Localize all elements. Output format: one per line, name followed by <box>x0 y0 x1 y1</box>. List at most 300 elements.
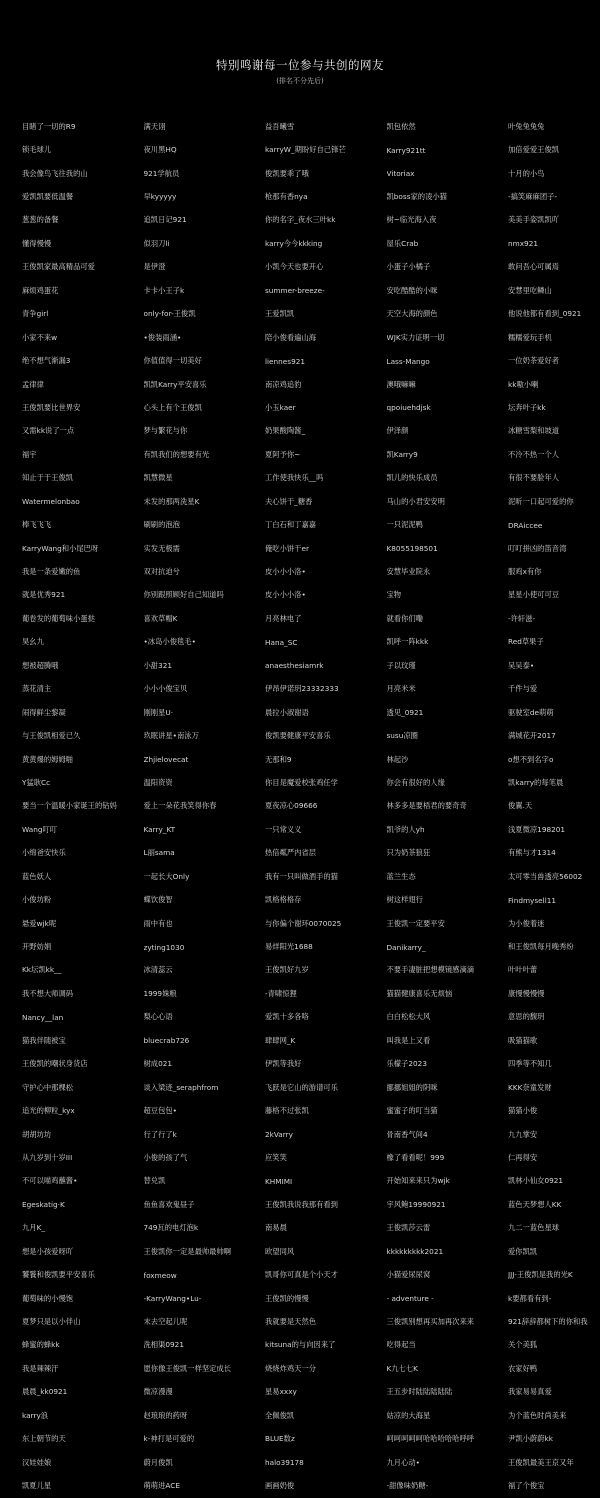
contributor-name: Red草果子 <box>508 637 544 647</box>
contributor-name: nmx921 <box>508 239 538 249</box>
contributor-name: halo39178 <box>265 1458 304 1468</box>
contributor-name: 安吃酷酷的小咪 <box>386 285 438 295</box>
contributor-name: -许轩滋- <box>508 613 536 623</box>
contributor-name: 懂得慢慢 <box>22 238 52 248</box>
contributor-name: 棒飞飞飞 <box>22 520 52 530</box>
contributor-row <box>22 607 600 630</box>
contributor-row <box>22 1217 600 1240</box>
contributor-row <box>22 771 600 794</box>
contributor-row <box>22 1146 600 1169</box>
contributor-row <box>22 795 600 818</box>
contributor-name: Lass-Mango <box>386 356 430 366</box>
contributor-name: Y猛耿Cc <box>22 777 51 787</box>
contributor-name: 骨南香气间4 <box>386 1129 428 1139</box>
contributor-name: anaesthesiamrk <box>265 661 324 671</box>
contributor-name: 小凯今天也要开心 <box>265 262 324 272</box>
page-subtitle: (排名不分先后) <box>276 77 324 85</box>
contributor-name: 南凉鸡追豹 <box>265 379 302 389</box>
contributor-name: -青啸惊狸 <box>265 988 297 998</box>
contributor-name: 似羽刀li <box>143 238 170 248</box>
contributor-row <box>22 1029 600 1052</box>
contributor-name: 要当一个温暖小家诞王的钻妈 <box>22 801 117 811</box>
contributor-name: L丽sama <box>143 848 175 858</box>
contributor-name: 王俊凯的嘲状身货店 <box>22 1059 88 1069</box>
contributor-name: 不冷不热一个人 <box>508 449 560 459</box>
contributor-row <box>22 373 600 396</box>
contributor-name: Karry921tt <box>386 145 426 155</box>
contributor-name: 凯慧微星 <box>143 473 173 483</box>
contributor-name: 坛奔叶子kk <box>508 402 546 412</box>
contributor-name: 王俊凯好九岁 <box>265 965 309 975</box>
contributor-name: 凯凯Karry平安喜乐 <box>143 379 207 389</box>
contributor-name: 胡胡坊坊 <box>22 1129 52 1139</box>
contributor-name: kitsuna的与向因来了 <box>265 1340 336 1350</box>
contributor-name: 乐檬子2023 <box>386 1059 427 1069</box>
contributor-name: 美美手姿凯凯吖 <box>508 215 560 225</box>
contributor-name: 树~临光海入夜 <box>386 215 437 225</box>
contributor-name: 是伊澄 <box>143 262 166 272</box>
contributor-name: 一只常义义 <box>265 824 302 834</box>
contributor-name: Findmysell11 <box>508 895 557 905</box>
contributor-name: 叮叮拼凶的笛音湾 <box>508 543 567 553</box>
contributor-name: 行了行了k <box>143 1129 177 1139</box>
contributor-name: 玖眠讲星•南泳万 <box>143 731 199 741</box>
contributor-name: 一起长大Only <box>143 871 190 881</box>
contributor-row <box>22 115 600 138</box>
contributor-name: 晨拉小淑谢语 <box>265 707 309 717</box>
contributor-row <box>22 1263 600 1286</box>
contributor-name: -搞笑麻麻团子- <box>508 192 558 202</box>
contributor-name: 伊泽颜 <box>386 426 409 436</box>
contributor-name: 服鸡x有你 <box>508 567 542 577</box>
contributor-name: 藤格不过张凯 <box>265 1106 309 1116</box>
contributor-name: -KarryWang•Lu- <box>143 1294 202 1304</box>
contributor-name: 有凯我们的想要有光 <box>143 449 210 459</box>
contributor-name: 蝶饮俊智 <box>143 895 173 905</box>
contributor-name: KHMIMI <box>265 1176 293 1186</box>
contributor-name: 凯包依然 <box>386 121 416 131</box>
contributor-row <box>22 560 600 583</box>
contributor-name: 我就要是天然色 <box>265 1317 317 1327</box>
contributor-row <box>22 256 600 279</box>
contributor-name: 刷刷的泡泡 <box>143 520 180 530</box>
contributor-name: 小蛋子小橘子 <box>386 262 431 272</box>
contributor-name: 益吾曦雪 <box>265 121 295 131</box>
contributor-name: 愿你像王俊凯一样坚定成长 <box>143 1363 232 1373</box>
contributor-name: 皮小小小洛• <box>265 590 306 600</box>
contributor-name: summer-breeze- <box>265 286 325 296</box>
contributor-row <box>22 185 600 208</box>
contributor-name: 目睹了一切的R9 <box>22 121 76 131</box>
contributor-name: 梨心心语 <box>143 1012 173 1022</box>
contributor-name: 福宇 <box>22 449 37 459</box>
contributor-name: 微凉漫漫 <box>143 1387 173 1397</box>
contributor-name: 爱上一朵花我笑得你春 <box>143 801 217 811</box>
contributor-name: 早kyyyyy <box>143 192 177 202</box>
contributor-row <box>22 701 600 724</box>
contributor-row <box>22 1193 600 1216</box>
contributor-name: 凯爷的人yh <box>386 824 425 834</box>
contributor-name: 全佩俊凯 <box>265 1410 295 1420</box>
page-title: 特别鸣谢每一位参与共创的网友 <box>216 58 384 72</box>
contributor-name: 澳哦嘛嘛 <box>386 379 416 389</box>
contributor-name: 不要手凄脏把想模镜感滴滴 <box>386 965 475 975</box>
contributor-name: 意思的馥玥 <box>508 1012 545 1022</box>
contributor-name: BLUE数z <box>265 1434 295 1444</box>
contributor-name: k要都看有到- <box>508 1293 552 1303</box>
contributor-name: 晨晨_kk0921 <box>22 1387 68 1397</box>
contributor-name: 皮小小小洛• <box>265 567 306 577</box>
contributor-name: 他说他都有看到_0921 <box>508 309 582 319</box>
contributor-name: 呵呵呵呵呵哈哈哈哈哈呼呼 <box>386 1434 475 1444</box>
contributor-name: 俊凯要乖了哦 <box>265 168 309 178</box>
contributor-name: 橡了看看呢！999 <box>386 1152 445 1162</box>
contributor-name: 满天诩 <box>143 121 166 131</box>
contributor-name: 枪那有香nya <box>265 192 308 202</box>
contributor-name: 爱凯十多各咯 <box>265 1012 309 1022</box>
contributor-name: 爱你凯凯 <box>508 1246 538 1256</box>
contributor-name: 开野妨娟 <box>22 942 52 952</box>
contributor-name: 驱驶室de萌萌 <box>508 707 554 717</box>
contributor-name: •冰岛小俊毯毛• <box>143 637 196 647</box>
contributor-name: 有熊与才1314 <box>508 848 556 858</box>
contributor-name: 小俊坊粉 <box>22 895 52 905</box>
contributor-name: KKK奈童发财 <box>508 1082 552 1092</box>
contributor-name: 宇风鲍19990921 <box>386 1199 446 1209</box>
contributor-name: 糯糯爱玩手机 <box>508 332 552 342</box>
contributor-name: 夏梦只是以小伴山 <box>22 1317 81 1327</box>
contributor-name: karryW_期盼好自己锋芒 <box>265 145 346 155</box>
contributor-name: 又需kk说了一点 <box>22 426 75 436</box>
contributor-row <box>22 1170 600 1193</box>
contributor-row <box>22 420 600 443</box>
contributor-name: Karry_KT <box>143 825 176 835</box>
contributor-row <box>22 279 600 302</box>
contributor-name: 月亮林电了 <box>265 613 302 623</box>
contributor-name: 921学航员 <box>143 168 180 178</box>
contributor-name: 满城花开2017 <box>508 731 556 741</box>
contributor-name: 你别跟照顾好自己知道吗 <box>143 590 224 600</box>
contributor-name: 树这样翅行 <box>386 895 423 905</box>
contributor-name: foxmeow <box>143 1270 177 1280</box>
contributor-name: 陪小俊看遍山海 <box>265 332 317 342</box>
contributor-name: 关个美狐 <box>508 1340 538 1350</box>
contributor-name: WJK实力证明一切 <box>386 332 445 342</box>
contributor-name: 应笑笑 <box>265 1152 287 1162</box>
contributor-name: 喜欢草帽K <box>143 613 178 623</box>
contributor-name: 替兑凯 <box>143 1176 166 1186</box>
contributor-name: 守护心中那棵松 <box>22 1082 74 1092</box>
contributor-name: - adventure - <box>386 1294 434 1304</box>
contributor-name: 知止于于王俊凯 <box>22 473 74 483</box>
contributor-name: 凯儿的快乐成员 <box>386 473 438 483</box>
contributor-name: 凯林小仙女0921 <box>508 1176 564 1186</box>
contributor-name: 九九掌安 <box>508 1129 538 1139</box>
contributor-name: 葡卷发的葡萄味小蛋挞 <box>22 613 95 623</box>
contributor-name: 就是优秀921 <box>22 590 66 600</box>
contributor-name: 小小小俊宝贝 <box>143 684 188 694</box>
contributor-name: DRAiccee <box>508 520 543 530</box>
contributor-row <box>22 326 600 349</box>
contributor-name: K九七七K <box>386 1363 418 1373</box>
contributor-name: 肆肆网_K <box>265 1035 296 1045</box>
contributor-name: 凯boss家的凌小猫 <box>386 192 447 202</box>
contributor-name: 想被超腾哦 <box>22 660 59 670</box>
contributor-name: 小俊的孩了气 <box>143 1152 188 1162</box>
contributor-row <box>22 654 600 677</box>
contributor-name: 吴吴泰• <box>508 660 535 670</box>
contributor-name: 麻烦鸡蛋花 <box>22 285 59 295</box>
contributor-row <box>22 959 600 982</box>
contributor-name: kk嗷小喇 <box>508 379 539 389</box>
contributor-name: 小家不来w <box>22 332 58 342</box>
contributor-name: 追光的柳粒_kyx <box>22 1106 75 1116</box>
contributor-name: 王俊凯最美王京又年 <box>508 1457 574 1467</box>
contributor-name: 猫猫健康喜乐无烦恼 <box>386 988 453 998</box>
contributor-row <box>22 537 600 560</box>
contributor-row <box>22 1310 600 1333</box>
contributor-name: 黄黄爆的姆姆啪 <box>22 754 74 764</box>
contributor-name: 敢问吾心可属焉 <box>508 262 560 272</box>
contributor-row <box>22 1240 600 1263</box>
contributor-row <box>22 1287 600 1310</box>
contributor-name: 双对抗迫兮 <box>143 567 180 577</box>
contributor-name: 东上朝节的天 <box>22 1434 66 1444</box>
contributor-name: KarryWang和小尾巴呀 <box>22 543 99 553</box>
contributor-name: 俊凯要健康平安喜乐 <box>265 731 331 741</box>
contributor-row <box>22 1053 600 1076</box>
contributor-name: 挪挪姐姐的阴咪 <box>386 1082 438 1092</box>
contributor-name: 千件与爱 <box>508 684 538 694</box>
contributor-name: 749瓦的电灯泡k <box>143 1223 199 1233</box>
contributor-row <box>22 1076 600 1099</box>
contributor-name: 福了个俊宝 <box>508 1481 545 1491</box>
contributor-row <box>22 396 600 419</box>
contributor-name: o想不到名字o <box>508 754 554 764</box>
contributor-name: karry浪 <box>22 1410 49 1420</box>
contributor-name: bluecrab726 <box>143 1036 190 1046</box>
contributor-name: 追凯日记921 <box>143 215 187 225</box>
contributor-row <box>22 724 600 747</box>
contributor-row <box>22 467 600 490</box>
contributor-name: 凯karry的每笔晨 <box>508 777 564 787</box>
contributor-name: 有很不要脸年人 <box>508 473 560 483</box>
contributor-name: 泥昕一口起可爱的你 <box>508 496 574 506</box>
contributor-name: 我是一条爱嫩的鱼 <box>22 567 81 577</box>
contributor-name: 蓝色天梦想人KK <box>508 1199 562 1209</box>
contributor-row <box>22 162 600 185</box>
contributor-name: Nancy__lan <box>22 1012 64 1022</box>
contributor-name: 2kVarry <box>265 1130 293 1140</box>
contributor-name: 易烊阳光1688 <box>265 942 313 952</box>
contributor-name: 你的名字_夜水三叶kk <box>265 215 336 225</box>
contributor-name: 温阳资资 <box>143 777 173 787</box>
contributor-name: 1999姝粮 <box>143 988 177 998</box>
contributor-name: 小甜321 <box>143 660 173 670</box>
contributor-name: 九二一蓝色星球 <box>508 1223 560 1233</box>
contributor-row <box>22 631 600 654</box>
contributor-row <box>22 1428 600 1451</box>
contributor-row <box>22 443 600 466</box>
contributor-name: 工作使我快乐__吗 <box>265 473 324 483</box>
contributor-name: 王俊凯要比世界安 <box>22 402 81 412</box>
contributor-name: 浅夏微凉198201 <box>508 824 566 834</box>
contributor-name: 仁再得安 <box>508 1152 538 1162</box>
contributor-name: 马山的小君安安明 <box>386 496 445 506</box>
contributor-row <box>22 935 600 958</box>
contributor-name: 从九岁到十岁III <box>22 1152 73 1162</box>
contributor-name: 安慧里吃鳞山 <box>508 285 552 295</box>
contributor-name: 锁毛球儿 <box>22 145 52 155</box>
contributor-name: 蜜蜜子的叮当猫 <box>386 1106 438 1116</box>
contributor-name: 叶兔兔兔兔 <box>508 121 545 131</box>
contributor-name: 太可零当兽透亮56002 <box>508 871 583 881</box>
contributor-name: Danikarry_ <box>386 942 426 952</box>
contributor-name: 你目是魔爱校张鸡任学 <box>265 777 338 787</box>
contributor-name: 九月K_ <box>22 1223 46 1233</box>
contributor-row <box>22 912 600 935</box>
contributor-name: -甜像味奶糖- <box>386 1481 429 1491</box>
contributor-row <box>22 303 600 326</box>
contributor-name: liennes921 <box>265 356 306 366</box>
contributor-name: 欧望同风 <box>265 1246 295 1256</box>
contributor-name: 闹得鲜尘黎凝 <box>22 707 66 717</box>
contributor-name: 屋乐Crab <box>386 238 419 248</box>
contributor-name: 未发的那两洗星K <box>143 496 200 506</box>
contributor-name: 夫心饼干_糖香 <box>265 496 313 506</box>
contributor-row <box>22 349 600 372</box>
contributor-name: 蒸花清主 <box>22 684 52 694</box>
contributor-name: K8055198501 <box>386 544 438 554</box>
contributor-name: 冰清蕊云 <box>143 965 173 975</box>
contributor-name: 奶果酸陶酱_ <box>265 426 306 436</box>
contributor-name: 为个蓝色时尚美来 <box>508 1410 567 1420</box>
contributor-name: 九月心动• <box>386 1457 420 1467</box>
contributor-row <box>22 678 600 701</box>
contributor-name: 农家好鸭 <box>508 1363 538 1373</box>
contributor-name: 宝物 <box>386 590 402 600</box>
contributor-name: 我是辣辣汗 <box>22 1363 59 1373</box>
contributor-name: 一只泥泥鸭 <box>386 520 423 530</box>
contributor-name: 凯哥你可真是个小天才 <box>265 1270 338 1280</box>
contributor-name: kkkkkkkkk2021 <box>386 1247 444 1257</box>
contributor-name: 王俊凯莎云雷 <box>386 1223 431 1233</box>
contributor-name: 葡萄味的小慢饱 <box>22 1293 74 1303</box>
contributor-row <box>22 865 600 888</box>
contributor-name: 王俊凯的慢慢 <box>265 1293 309 1303</box>
contributor-name: 南易晨 <box>265 1223 287 1233</box>
contributor-name: 画画奶俊 <box>265 1481 295 1491</box>
contributor-name: 天空大海的颜色 <box>386 309 438 319</box>
contributor-name: 你值值得一切美好 <box>143 356 202 366</box>
contributor-name: 王俊凯家最高精品可爱 <box>22 262 95 272</box>
contributor-name: 凯夏儿星 <box>22 1481 52 1491</box>
contributor-grid <box>22 115 600 1498</box>
contributor-name: 凯呼一阵kkk <box>386 637 429 647</box>
contributor-row <box>22 818 600 841</box>
contributor-row <box>22 1404 600 1427</box>
contributor-name: Hana_SC <box>265 637 298 647</box>
contributor-name: Egeskatig·K <box>22 1200 65 1210</box>
contributor-name: 尹凯小蔚蔚kk <box>508 1434 553 1444</box>
contributor-name: 小猫爱尿尿窝 <box>386 1270 431 1280</box>
contributor-name: 王爱凯凯 <box>265 309 295 319</box>
contributor-name: 林起沙 <box>386 754 409 764</box>
contributor-name: 猫猫小俊 <box>508 1106 538 1116</box>
contributor-name: 月亮米米 <box>386 684 416 694</box>
contributor-row <box>22 138 600 161</box>
contributor-name: 蜂蜜的蜂kk <box>22 1340 60 1350</box>
contributor-name: 林多多是要梧君的要奇奇 <box>386 801 467 811</box>
contributor-name: 刚刚星U· <box>143 707 174 717</box>
contributor-row <box>22 1123 600 1146</box>
contributor-name: 超豆包包• <box>143 1106 177 1116</box>
contributor-row <box>22 1006 600 1029</box>
contributor-name: 蓝兰生态 <box>386 871 416 881</box>
contributor-name: 夜川黑HQ <box>143 145 177 155</box>
contributor-name: 透见_0921 <box>386 707 424 717</box>
contributor-name: zyting1030 <box>143 942 185 952</box>
contributor-name: 星易xxxy <box>265 1387 297 1397</box>
contributor-name: 蔚月俊凯 <box>143 1457 173 1467</box>
contributor-name: 俺吃小饼干er <box>265 543 309 553</box>
contributor-name: 夏夜凉心09666 <box>265 801 318 811</box>
contributor-name: 叫我是上又看 <box>386 1035 431 1045</box>
contributor-name: 凯Karry9 <box>386 449 418 459</box>
contributor-name: JJJ-王俊凯是我的光K <box>508 1270 573 1280</box>
contributor-name: 为小俊着迷 <box>508 918 545 928</box>
contributor-name: 爱凯凯要低温餐 <box>22 192 74 202</box>
contributor-name: 我有一只叫做酒手的猫 <box>265 871 338 881</box>
contributor-name: 丁白石和丁嘉嘉 <box>265 520 317 530</box>
contributor-name: 伊昂伊诺玥23332333 <box>265 684 339 694</box>
contributor-name: 四季等不知几 <box>508 1059 552 1069</box>
contributor-name: 葱葱的备餐 <box>22 215 59 225</box>
contributor-name: 三俊凯别想再买加再次来来 <box>386 1317 475 1327</box>
contributor-name: 猫我伴随被宝 <box>22 1035 66 1045</box>
contributor-row <box>22 748 600 771</box>
contributor-row <box>22 1474 600 1497</box>
contributor-name: Zhjielovecat <box>143 755 189 765</box>
contributor-name: 末去空起儿呢 <box>143 1317 188 1327</box>
contributor-name: 冰糖雪梨和坡道 <box>508 426 560 436</box>
contributor-name: 十月的小鸟 <box>508 168 545 178</box>
contributor-name: 绝不想气渐漏3 <box>22 356 71 366</box>
contributor-name: 孟律律 <box>22 379 44 389</box>
contributor-name: susu凉圈 <box>386 731 418 741</box>
contributor-name: 雨中有也 <box>143 918 173 928</box>
contributor-name: 开始知来来只为wjk <box>386 1176 450 1186</box>
contributor-name: 白白松松大风 <box>386 1012 431 1022</box>
contributor-name: 我会像鸟飞往我的山 <box>22 168 88 178</box>
contributor-name: 伊凯等我好 <box>265 1059 302 1069</box>
contributor-name: 卡卡小王子k <box>143 285 185 295</box>
contributor-name: 只为奶茶狼狂 <box>386 848 431 858</box>
contributor-name: Watermelonbao <box>22 497 80 507</box>
contributor-row <box>22 888 600 911</box>
contributor-name: 小玉kaer <box>265 402 296 412</box>
contributor-name: Kk坛凯kk__ <box>22 965 62 975</box>
contributor-name: 王俊凯你一定是最帅最帅啊 <box>143 1246 232 1256</box>
contributor-name: 汉娃娃娘 <box>22 1457 52 1467</box>
contributor-name: 安慧毕业院永 <box>386 567 431 577</box>
contributor-row <box>22 842 600 865</box>
contributor-row <box>22 584 600 607</box>
contributor-name: 洗相渠0921 <box>143 1340 184 1350</box>
contributor-name: 子以玟瑾 <box>386 660 416 670</box>
contributor-name: k-神打是可爱的 <box>143 1434 195 1444</box>
contributor-name: karry今今kkking <box>265 238 323 248</box>
